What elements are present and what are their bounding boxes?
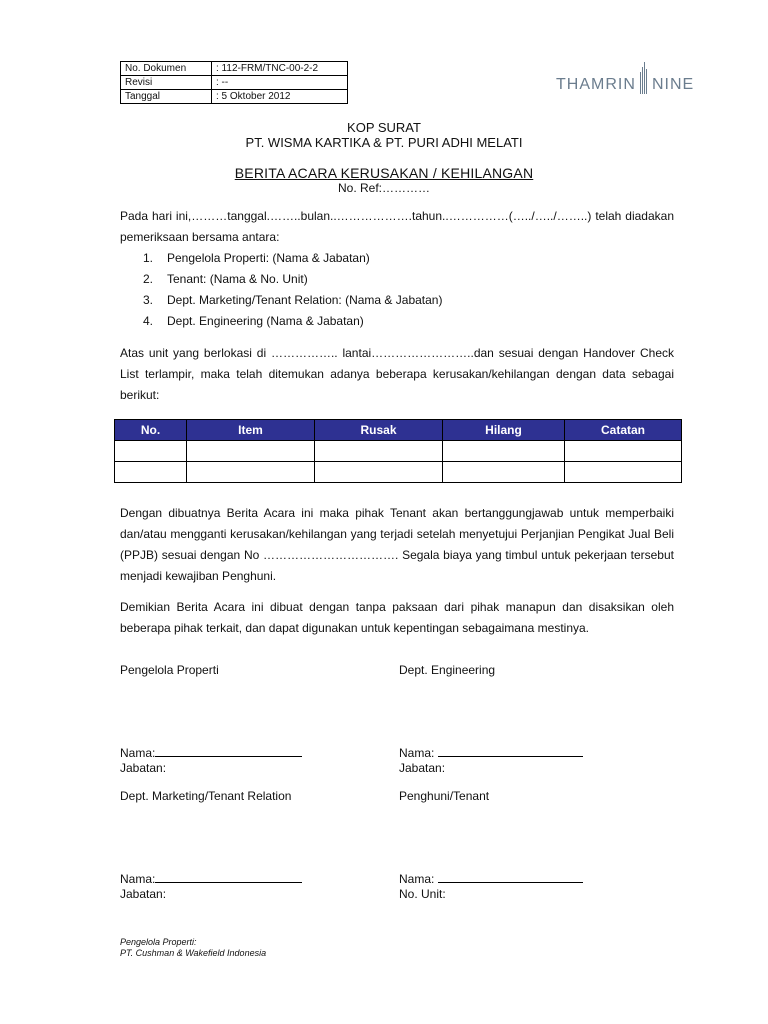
name-label: Nama: xyxy=(120,872,156,886)
unit-number-label: No. Unit: xyxy=(399,887,446,901)
list-number: 4. xyxy=(143,314,154,328)
table-cell[interactable] xyxy=(187,441,315,462)
column-header-no: No. xyxy=(115,420,187,441)
damage-loss-table xyxy=(114,419,682,483)
doc-info-value: : -- xyxy=(212,76,348,90)
list-item xyxy=(143,269,442,290)
table-row xyxy=(115,441,682,462)
column-header-item: Item xyxy=(187,420,315,441)
name-label: Nama: xyxy=(399,746,435,760)
list-item xyxy=(143,290,442,311)
signature-block-tenant xyxy=(399,872,583,902)
table-cell[interactable] xyxy=(565,462,682,483)
logo-text-left: THAMRIN xyxy=(556,76,636,93)
table-row xyxy=(115,462,682,483)
reference-number: No. Ref:………… xyxy=(337,181,430,195)
unit-paragraph: Atas unit yang berlokasi di …………….. lantai……………………..dan sesuai dengan Handover Check List terlampir, maka telah ditemukan adanya beberapa kerusakan/kehilangan dengan data sebagai berikut: xyxy=(120,346,674,402)
column-header-catatan: Catatan xyxy=(565,420,682,441)
doc-info-value: : 5 Oktober 2012 xyxy=(212,90,348,104)
list-number: 2. xyxy=(143,272,154,286)
list-text: Tenant: (Nama & No. Unit) xyxy=(167,272,308,286)
doc-info-label: No. Dokumen xyxy=(121,62,212,76)
list-number: 1. xyxy=(143,251,154,265)
signature-block-property-manager xyxy=(120,746,302,776)
name-signature-line[interactable] xyxy=(155,746,302,757)
footer-note xyxy=(120,937,266,959)
name-signature-line[interactable] xyxy=(155,872,302,883)
doc-info-row xyxy=(121,62,348,76)
signature-block-engineering xyxy=(399,746,583,776)
doc-info-label: Revisi xyxy=(121,76,212,90)
parties-list xyxy=(143,248,442,332)
name-label: Nama: xyxy=(120,746,156,760)
document-info-table xyxy=(120,61,348,104)
logo-bars-icon xyxy=(640,62,648,94)
kop-surat: KOP SURAT xyxy=(347,120,421,135)
table-cell[interactable] xyxy=(187,462,315,483)
signature-title-tenant: Penghuni/Tenant xyxy=(399,789,490,803)
signature-title-property-manager: Pengelola Properti xyxy=(120,663,219,677)
table-cell[interactable] xyxy=(115,441,187,462)
table-cell[interactable] xyxy=(315,441,443,462)
name-signature-line[interactable] xyxy=(438,746,583,757)
name-signature-line[interactable] xyxy=(438,872,583,883)
list-text: Dept. Marketing/Tenant Relation: (Nama & Jabatan) xyxy=(167,293,443,307)
position-label: Jabatan: xyxy=(120,887,167,901)
position-label: Jabatan: xyxy=(399,761,446,775)
company-names: PT. WISMA KARTIKA & PT. PURI ADHI MELATI xyxy=(245,135,523,150)
logo-text-right: NINE xyxy=(652,76,695,93)
table-cell[interactable] xyxy=(443,462,565,483)
list-number: 3. xyxy=(143,293,154,307)
document-title: BERITA ACARA KERUSAKAN / KEHILANGAN xyxy=(234,165,534,181)
table-cell[interactable] xyxy=(115,462,187,483)
doc-info-row xyxy=(121,76,348,90)
signature-title-engineering: Dept. Engineering xyxy=(399,663,496,677)
thamrin-nine-logo xyxy=(556,62,695,98)
table-cell[interactable] xyxy=(443,441,565,462)
table-header-row xyxy=(115,420,682,441)
doc-info-label: Tanggal xyxy=(121,90,212,104)
doc-info-value: : 112-FRM/TNC-00-2-2 xyxy=(212,62,348,76)
list-item xyxy=(143,311,442,332)
signature-block-marketing xyxy=(120,872,302,902)
position-label: Jabatan: xyxy=(120,761,167,775)
doc-info-row xyxy=(121,90,348,104)
column-header-rusak: Rusak xyxy=(315,420,443,441)
closing-paragraph: Demikian Berita Acara ini dibuat dengan tanpa paksaan dari pihak manapun dan disaksikan oleh beberapa pihak terkait, dan dapat digunakan untuk kepentingan sebagaimana mestinya. xyxy=(120,600,674,635)
list-item xyxy=(143,248,442,269)
intro-paragraph: Pada hari ini,………tanggal.……..bulan..……………….tahun..……………(…../…../……..) telah diadakan pemeriksaan bersama antara: xyxy=(120,209,674,244)
list-text: Pengelola Properti: (Nama & Jabatan) xyxy=(167,251,370,265)
table-cell[interactable] xyxy=(315,462,443,483)
responsibility-paragraph: Dengan dibuatnya Berita Acara ini maka pihak Tenant akan bertanggungjawab untuk memperbaiki dan/atau mengganti kerusakan/kehilangan yang terjadi setelah menyetujui Perjanjian Pengikat Jual Beli (PPJB) sesuai dengan No ……………………………. Segala biaya yang timbul untuk pekerjaan tersebut menjadi kewajiban Penghuni. xyxy=(120,506,674,583)
footer-line-2: PT. Cushman & Wakefield Indonesia xyxy=(120,948,267,958)
list-text: Dept. Engineering (Nama & Jabatan) xyxy=(167,314,364,328)
table-cell[interactable] xyxy=(565,441,682,462)
name-label: Nama: xyxy=(399,872,435,886)
column-header-hilang: Hilang xyxy=(443,420,565,441)
footer-line-1: Pengelola Properti: xyxy=(120,937,197,947)
signature-title-marketing: Dept. Marketing/Tenant Relation xyxy=(120,789,292,803)
